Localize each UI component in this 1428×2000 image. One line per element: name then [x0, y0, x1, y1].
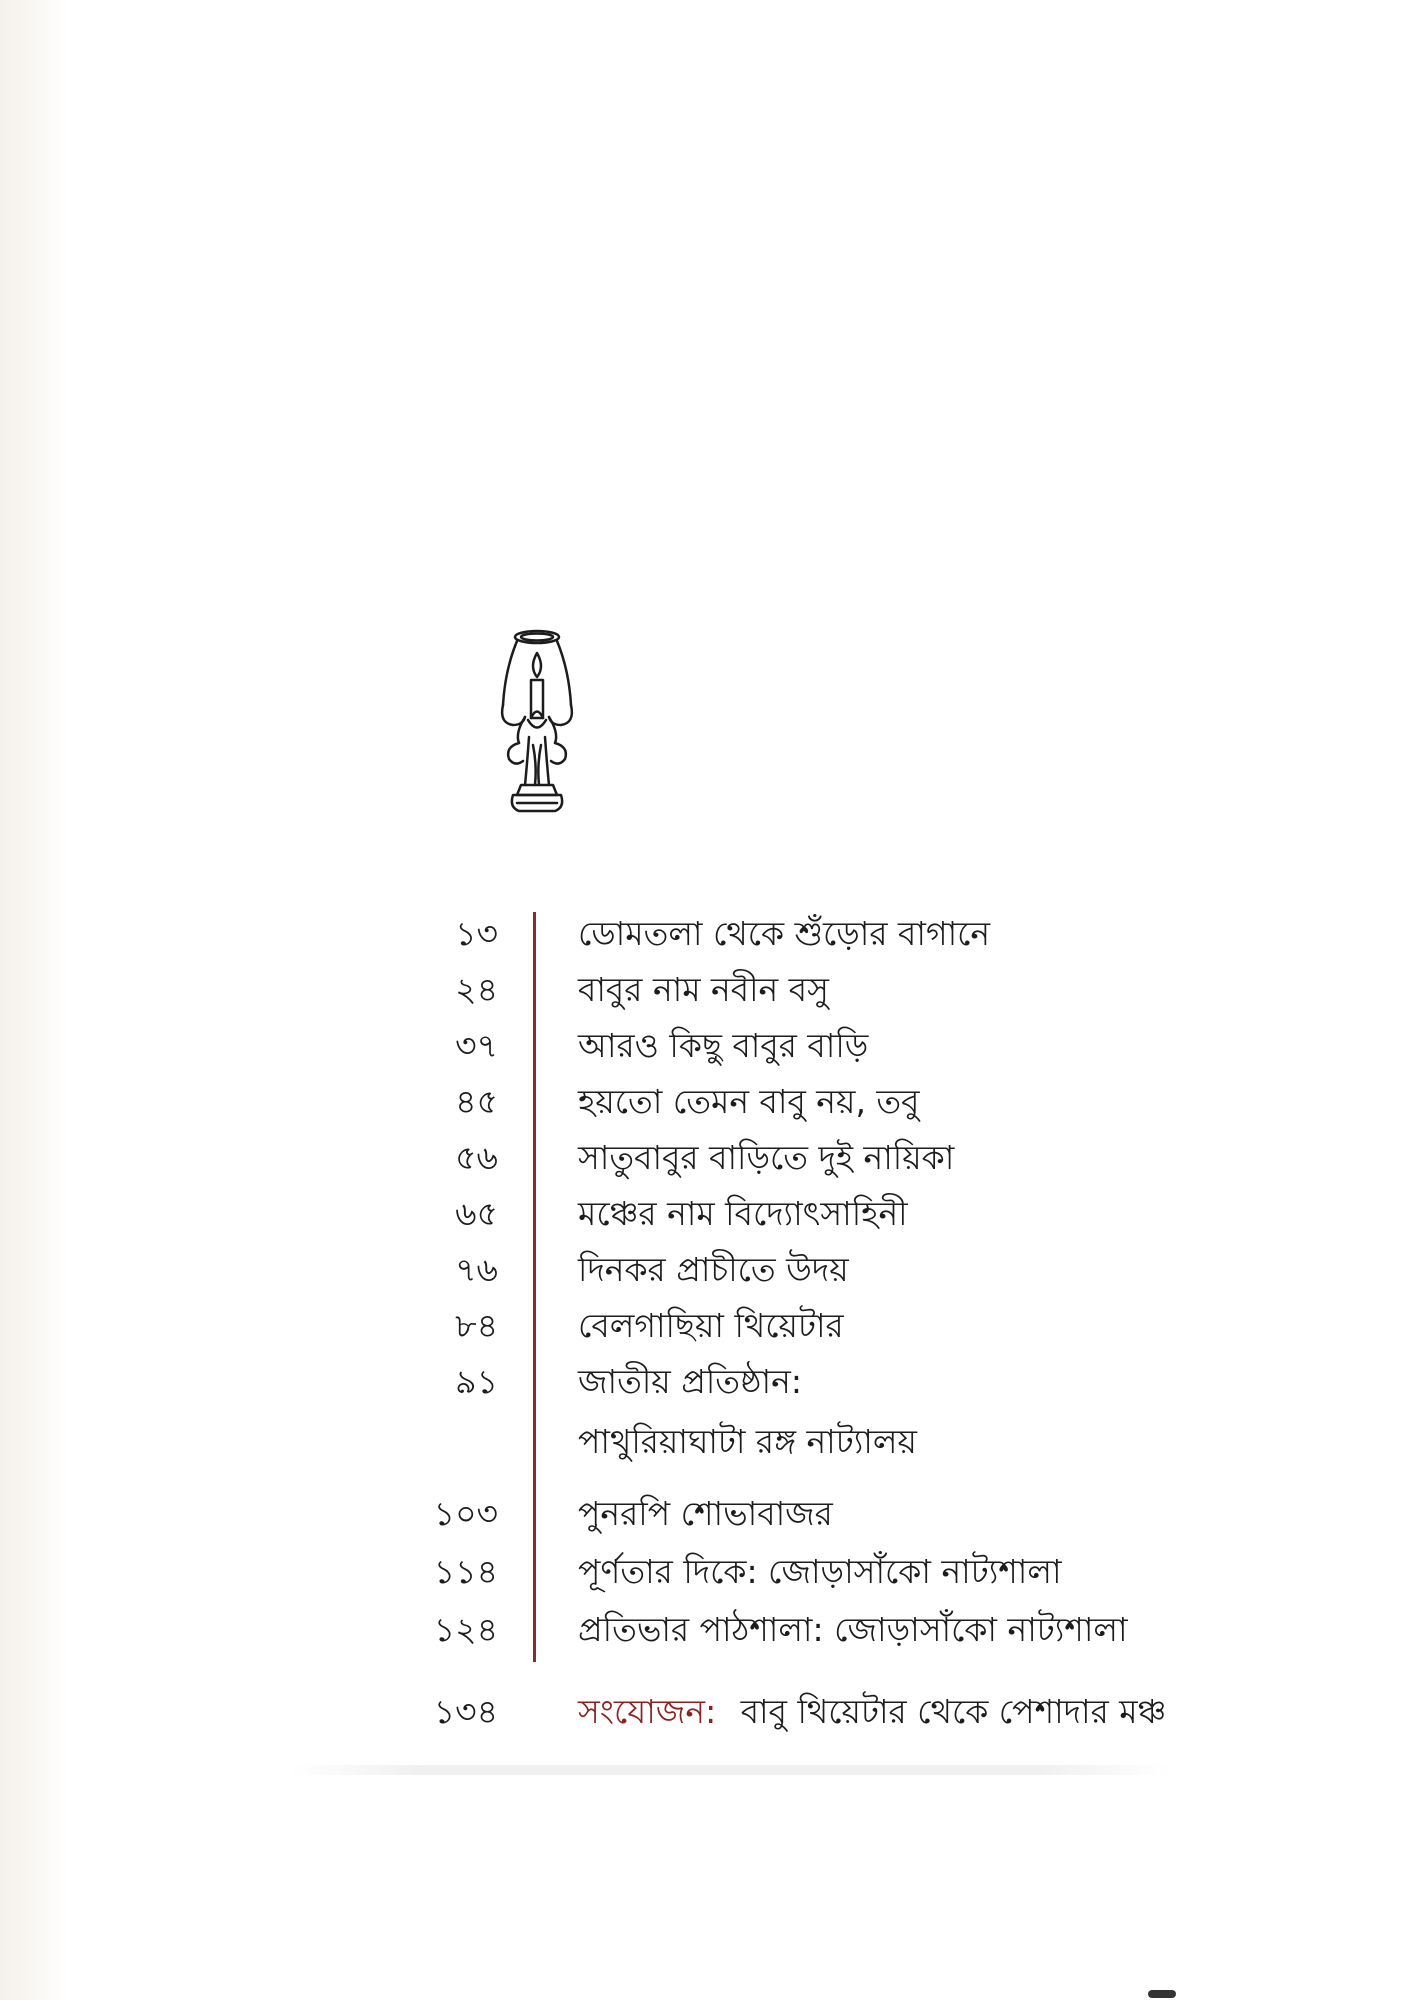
- toc-page-number: ৪৫: [455, 1082, 498, 1121]
- toc-entry: [0, 1298, 1428, 1354]
- toc-entry-continuation: [0, 1414, 1428, 1470]
- toc-entry: [0, 1544, 1428, 1600]
- appendix-label: সংযোজন:: [578, 1692, 717, 1731]
- toc-chapter-title: বাবুর নাম নবীন বসু: [578, 970, 829, 1009]
- toc-entry: [0, 962, 1428, 1018]
- toc-chapter-title: আরও কিছু বাবুর বাড়ি: [578, 1026, 869, 1065]
- toc-chapter-title: বাবু থিয়েটার থেকে পেশাদার মঞ্চ: [740, 1692, 1167, 1731]
- toc-entry: [0, 1018, 1428, 1074]
- toc-page-number: ১৩৪: [433, 1692, 498, 1731]
- toc-chapter-title: জাতীয় প্রতিষ্ঠান:: [578, 1362, 802, 1401]
- toc-entry: [0, 1074, 1428, 1130]
- toc-page-number: ৫৬: [455, 1138, 498, 1177]
- toc-entry: [0, 1186, 1428, 1242]
- toc-entry: [0, 1602, 1428, 1658]
- toc-page-number: ১১৪: [433, 1552, 498, 1591]
- toc-entry: [0, 906, 1428, 962]
- toc-chapter-title: প্রতিভার পাঠশালা: জোড়াসাঁকো নাট্যশালা: [578, 1610, 1128, 1649]
- toc-chapter-title: পূর্ণতার দিকে: জোড়াসাঁকো নাট্যশালা: [578, 1552, 1062, 1591]
- toc-chapter-title: মঞ্চের নাম বিদ্যোৎসাহিনী: [578, 1194, 908, 1233]
- faint-bleed-through-line: [290, 1765, 1170, 1775]
- toc-entry: [0, 1130, 1428, 1186]
- toc-entry: [0, 1486, 1428, 1542]
- toc-appendix-title-group: [578, 1684, 1166, 1740]
- toc-chapter-title-line2: পাথুরিয়াঘাটা রঙ্গ নাট্যালয়: [578, 1422, 917, 1461]
- toc-page-number: ৩৭: [455, 1026, 498, 1065]
- toc-chapter-title: হয়তো তেমন বাবু নয়, তবু: [578, 1082, 920, 1121]
- toc-page-number: ১৩: [455, 914, 498, 953]
- toc-entry: [0, 1354, 1428, 1410]
- toc-page-number: ১০৩: [433, 1494, 498, 1533]
- toc-page-number: ২৪: [455, 970, 498, 1009]
- toc-chapter-title: ডোমতলা থেকে শুঁড়োর বাগানে: [578, 914, 991, 953]
- toc-page-number: ৮৪: [455, 1306, 498, 1345]
- toc-appendix-entry: [0, 1684, 1428, 1740]
- toc-page-number: ১২৪: [433, 1610, 498, 1649]
- toc-chapter-title: পুনরপি শোভাবাজর: [578, 1494, 833, 1533]
- toc-entry: [0, 1242, 1428, 1298]
- candle-lamp-icon: [495, 625, 580, 825]
- toc-page-number: ৯১: [455, 1362, 498, 1401]
- toc-chapter-title: সাতুবাবুর বাড়িতে দুই নায়িকা: [578, 1138, 955, 1177]
- toc-chapter-title: দিনকর প্রাচীতে উদয়: [578, 1250, 849, 1289]
- corner-mark: [1148, 1990, 1176, 1998]
- toc-chapter-title: বেলগাছিয়া থিয়েটার: [578, 1306, 844, 1345]
- toc-page-number: ৭৬: [455, 1250, 498, 1289]
- toc-page-number: ৬৫: [455, 1194, 498, 1233]
